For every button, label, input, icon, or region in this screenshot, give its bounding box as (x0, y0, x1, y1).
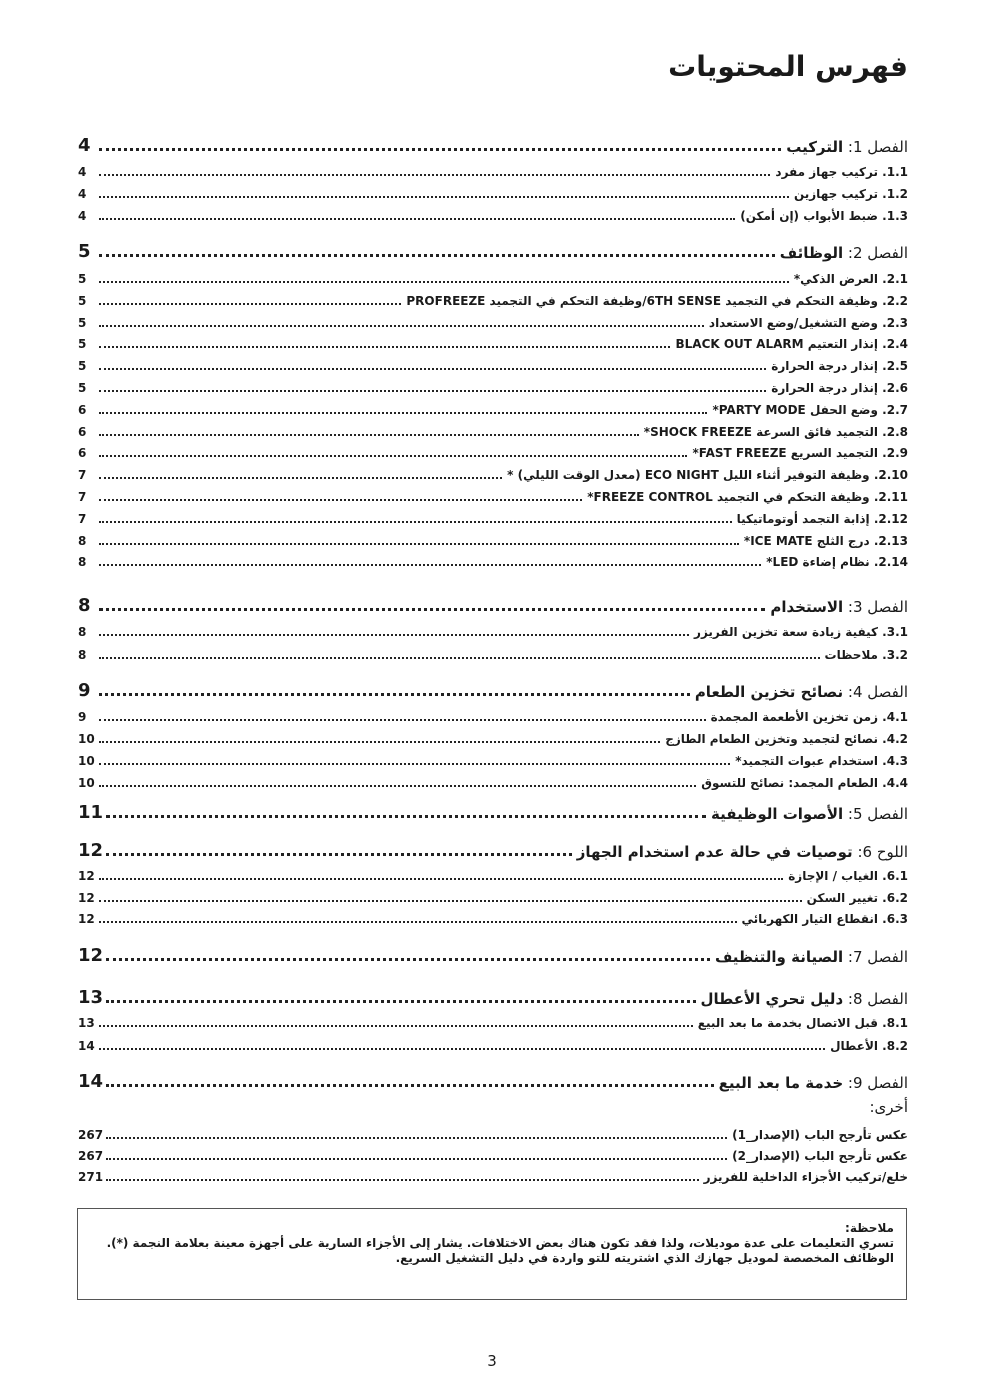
dot-leader (99, 389, 766, 392)
toc-item-label: 6.2. تغيير السكن (806, 890, 908, 905)
dot-leader (99, 411, 707, 414)
toc-item-page-number: 7 (78, 511, 87, 526)
dot-leader (99, 195, 789, 198)
page-number: 3 (487, 1352, 497, 1370)
toc-item[interactable] (78, 555, 908, 569)
dot-leader (106, 814, 706, 818)
toc-item[interactable] (78, 316, 908, 330)
toc-item-label: 2.8. التجميد فائق السرعة SHOCK FREEZE* (643, 424, 908, 439)
toc-chapter[interactable] (78, 135, 908, 156)
dot-leader (106, 852, 572, 856)
chapter-label (717, 1074, 908, 1092)
toc-item-label: 2.4. إنذار التعتيم BLACK OUT ALARM (675, 337, 908, 352)
dot-leader (99, 762, 730, 765)
chapter-page-number: 11 (78, 802, 104, 823)
chapter-prefix: الفصل 1: (847, 138, 908, 156)
dot-leader (99, 302, 401, 305)
toc-item-page-number: 5 (78, 337, 87, 352)
dot-leader (99, 692, 690, 696)
dot-leader (99, 633, 689, 636)
chapter-page-number: 4 (78, 135, 91, 156)
others-item[interactable] (78, 1170, 908, 1184)
dot-leader (99, 899, 802, 902)
dot-leader (99, 1024, 693, 1027)
chapter-label (713, 948, 908, 966)
toc-item-page-number: 14 (78, 1038, 95, 1053)
toc-item[interactable] (78, 754, 908, 768)
dot-leader (99, 253, 775, 257)
page-title: فهرس المحتويات (668, 50, 908, 83)
toc-item[interactable] (78, 490, 908, 504)
chapter-prefix: الفصل 7: (847, 948, 908, 966)
toc-chapter[interactable] (78, 945, 908, 966)
dot-leader (106, 1178, 699, 1181)
others-item[interactable] (78, 1149, 908, 1163)
note-title: ملاحظة: (845, 1221, 894, 1235)
chapter-page-number: 14 (78, 1071, 104, 1092)
toc-item-label: 3.2. ملاحظات (824, 648, 908, 662)
toc-item-label: 2.6. إنذار درجة الحرارة (771, 381, 908, 395)
dot-leader (99, 324, 704, 327)
chapter-page-number: 8 (78, 595, 91, 616)
others-item-label: خلع/تركيب الأجزاء الداخلية للفريزر (703, 1170, 908, 1184)
toc-item[interactable] (78, 1016, 908, 1030)
others-list (78, 1120, 908, 1190)
toc-chapter[interactable] (78, 1071, 908, 1092)
toc-item-page-number: 8 (78, 625, 87, 639)
dot-leader (99, 476, 502, 479)
dot-leader (99, 498, 582, 501)
toc-item[interactable] (78, 710, 908, 724)
dot-leader (99, 454, 687, 457)
toc-item-page-number: 5 (78, 359, 87, 374)
toc-chapter[interactable] (78, 680, 908, 701)
toc-item[interactable] (78, 468, 908, 482)
toc-item-page-number: 13 (78, 1016, 95, 1030)
toc-item-page-number: 8 (78, 555, 87, 570)
toc-item-label: 8.2. الأعطال (830, 1038, 908, 1053)
toc-item[interactable] (78, 381, 908, 395)
toc-item[interactable] (78, 512, 908, 526)
toc-item[interactable] (78, 187, 908, 201)
chapter-page-number: 5 (78, 241, 91, 262)
toc-item[interactable] (78, 337, 908, 351)
toc-item[interactable] (78, 869, 908, 883)
toc-item-label: 2.2. وظيفة التحكم في التجميد 6TH SENSE/وظيفة التحكم في التجميد PROFREEZE (406, 293, 908, 308)
note-box (77, 1208, 907, 1300)
toc-item-label: 4.3. استخدام عبوات التجميد* (735, 754, 908, 768)
toc-item-label: 2.12. إذابة التجمد أوتوماتيكيا (736, 511, 908, 526)
toc-item[interactable] (78, 209, 908, 223)
others-item-label: عكس تأرجح الباب (الإصدار_1) (732, 1128, 908, 1142)
toc-chapter[interactable] (78, 241, 908, 262)
toc-item-label: 2.5. إنذار درجة الحرارة (771, 359, 908, 374)
dot-leader (106, 1157, 727, 1160)
toc-item[interactable] (78, 891, 908, 905)
chapter-label (768, 598, 908, 616)
chapter-prefix: اللوح 6: (857, 843, 908, 861)
toc-item-label: 2.9. التجميد السريع FAST FREEZE* (692, 446, 908, 461)
chapter-title: الاستخدام (770, 598, 844, 616)
chapter-title: الصيانة والتنظيف (714, 948, 844, 966)
toc-item-label: 2.1. العرض الذكي* (793, 272, 908, 286)
toc-item[interactable] (78, 732, 908, 746)
toc-item-page-number: 4 (78, 187, 87, 201)
others-item-page-number: 267 (78, 1128, 104, 1142)
toc-item-page-number: 12 (78, 912, 95, 926)
toc-item[interactable] (78, 648, 908, 662)
others-item-page-number: 267 (78, 1149, 104, 1163)
toc-item-page-number: 4 (78, 209, 87, 223)
toc-item[interactable] (78, 446, 908, 460)
toc-item-page-number: 10 (78, 754, 95, 768)
toc-item-page-number: 9 (78, 710, 87, 724)
toc-item-label: 4.4. الطعام المجمد: نصائح للتسوق (701, 776, 908, 790)
toc-item-label: 2.11. وظيفة التحكم في التجميد FREEZE CONTROL* (587, 490, 908, 504)
toc-item-page-number: 6 (78, 424, 87, 439)
toc-item-label: 1.3. ضبط الأبواب (إن أمكن) (740, 209, 908, 223)
others-item-page-number: 271 (78, 1170, 104, 1184)
chapter-title: الوظائف (779, 244, 844, 262)
toc-item-page-number: 5 (78, 272, 87, 286)
toc-item-page-number: 12 (78, 869, 95, 883)
chapter-prefix: الفصل 3: (847, 598, 908, 616)
toc-item[interactable] (78, 403, 908, 417)
dot-leader (99, 740, 660, 743)
chapter-title: خدمة ما بعد البيع (718, 1074, 844, 1092)
toc-item-label: 2.13. درج الثلج ICE MATE* (743, 533, 908, 548)
dot-leader (99, 542, 739, 545)
toc-item-label: 2.3. وضع التشغيل/وضع الاستعداد (708, 315, 908, 330)
toc-item-page-number: 5 (78, 293, 87, 308)
dot-leader (106, 957, 710, 961)
dot-leader (99, 1047, 825, 1050)
toc-item-page-number: 10 (78, 732, 95, 746)
chapter-label (575, 843, 908, 861)
chapter-title: دليل تحري الأعطال (700, 990, 844, 1008)
chapter-label (778, 244, 908, 262)
chapter-label (784, 138, 908, 156)
chapter-prefix: الفصل 2: (847, 244, 908, 262)
toc-item-page-number: 6 (78, 446, 87, 461)
chapter-label (709, 805, 908, 823)
dot-leader (106, 999, 695, 1003)
toc-item-page-number: 5 (78, 315, 87, 330)
toc-item[interactable] (78, 912, 908, 926)
toc-item-page-number: 4 (78, 165, 87, 179)
dot-leader (99, 784, 696, 787)
toc-item-page-number: 6 (78, 402, 87, 417)
chapter-prefix: الفصل 9: (847, 1074, 908, 1092)
toc-chapter[interactable] (78, 987, 908, 1008)
chapter-title: الأصوات الوظيفية (711, 805, 844, 823)
toc-item-label: 6.3. انقطاع التيار الكهربائي (741, 912, 908, 926)
chapter-prefix: الفصل 5: (847, 805, 908, 823)
chapter-page-number: 12 (78, 840, 104, 861)
toc-chapter[interactable] (78, 595, 908, 616)
dot-leader (106, 1136, 727, 1139)
chapter-prefix: الفصل 4: (847, 683, 908, 701)
chapter-page-number: 12 (78, 945, 104, 966)
chapter-page-number: 9 (78, 680, 91, 701)
toc-item-page-number: 8 (78, 648, 87, 662)
chapter-page-number: 13 (78, 987, 104, 1008)
note-line-2: الوظائف المخصصة لموديل جهازك الذي اشتريته للتو واردة في دليل التشغيل السريع. (395, 1251, 894, 1265)
toc-item[interactable] (78, 776, 908, 790)
toc-chapter[interactable] (78, 802, 908, 823)
toc-item[interactable] (78, 1039, 908, 1053)
toc-item-label: 3.1. كيفية زيادة سعة تخزين الفريزر (694, 625, 908, 639)
dot-leader (99, 433, 639, 436)
dot-leader (99, 718, 706, 721)
dot-leader (99, 280, 789, 283)
chapter-title: توصيات في حالة عدم استخدام الجهاز (576, 843, 853, 861)
others-item[interactable] (78, 1128, 908, 1142)
dot-leader (99, 920, 737, 923)
dot-leader (99, 345, 670, 348)
toc-item-label: 1.1. تركيب جهاز مفرد (775, 165, 908, 179)
toc-item-label: 8.1. قبل الاتصال بخدمة ما بعد البيع (697, 1016, 908, 1030)
toc-item-label: 4.1. زمن تخزين الأطعمة المجمدة (710, 710, 908, 724)
toc-item-page-number: 8 (78, 533, 87, 548)
dot-leader (106, 1083, 714, 1087)
toc-item-label: 2.10. وظيفة التوفير أثناء الليل ECO NIGHT (معدل الوقت الليلي) * (507, 468, 908, 483)
dot-leader (99, 607, 765, 611)
dot-leader (99, 520, 732, 523)
toc-chapter[interactable] (78, 840, 908, 861)
dot-leader (99, 173, 770, 176)
toc-item-label: 2.7. وضع الحفل PARTY MODE* (712, 402, 908, 417)
toc-item[interactable] (78, 359, 908, 373)
toc-item-label: 2.14. نظام إضاءة LED* (766, 555, 908, 570)
toc-item[interactable] (78, 272, 908, 286)
toc-item[interactable] (78, 534, 908, 548)
dot-leader (99, 563, 761, 566)
toc-item-label: 1.2. تركيب جهازين (793, 187, 908, 201)
toc-item-page-number: 10 (78, 776, 95, 790)
dot-leader (99, 656, 820, 659)
chapter-title: نصائح تخزين الطعام (694, 683, 844, 701)
toc-item-page-number: 5 (78, 381, 87, 395)
others-item-label: عكس تأرجح الباب (الإصدار_2) (732, 1149, 908, 1163)
toc-item-label: 6.1. الغياب / الإجازة (788, 869, 908, 883)
dot-leader (99, 147, 781, 151)
chapter-title: التركيب (786, 138, 844, 156)
toc-item[interactable] (78, 425, 908, 439)
toc-item[interactable] (78, 294, 908, 308)
toc-item[interactable] (78, 625, 908, 639)
dot-leader (99, 367, 766, 370)
toc-item[interactable] (78, 165, 908, 179)
dot-leader (99, 217, 735, 220)
chapter-label (699, 990, 908, 1008)
toc-item-page-number: 12 (78, 890, 95, 905)
chapter-prefix: الفصل 8: (847, 990, 908, 1008)
note-line-1: تسري التعليمات على عدة موديلات، ولذا فقد تكون هناك بعض الاختلافات. يشار إلى الأجزاء السارية على أجهزة معينة بعلامة النجمة (*). (106, 1236, 894, 1250)
chapter-label (693, 683, 908, 701)
toc-item-page-number: 7 (78, 490, 87, 504)
toc-item-page-number: 7 (78, 468, 87, 483)
dot-leader (99, 877, 783, 880)
toc-item-label: 4.2. نصائح لتجميد وتخزين الطعام الطازج (665, 732, 908, 746)
others-heading: أخرى: (869, 1098, 908, 1116)
